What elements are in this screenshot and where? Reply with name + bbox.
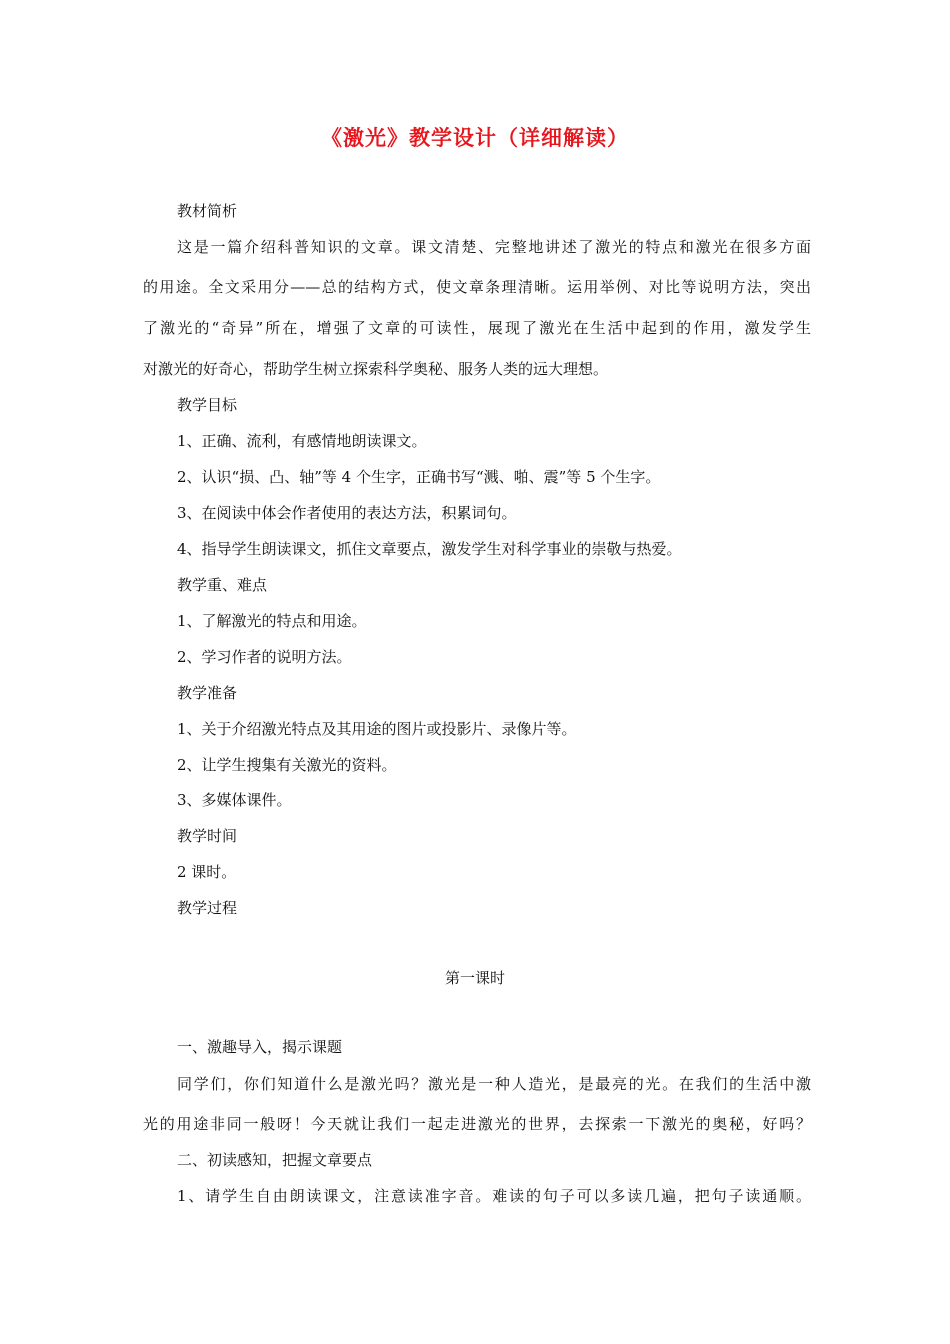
heading-process: 教学过程 bbox=[177, 899, 238, 917]
list-item: 1、正确、流利，有感情地朗读课文。 bbox=[177, 432, 427, 450]
heading-step-2: 二、初读感知，把握文章要点 bbox=[177, 1151, 373, 1169]
heading-step-1: 一、激趣导入，揭示课题 bbox=[177, 1038, 343, 1056]
list-item: 1、关于介绍激光特点及其用途的图片或投影片、录像片等。 bbox=[177, 720, 577, 738]
paragraph-line: 光的用途非同一般呀！今天就让我们一起走进激光的世界，去探索一下激光的奥秘，好吗？ bbox=[143, 1115, 811, 1133]
paragraph-line: 同学们，你们知道什么是激光吗？激光是一种人造光，是最亮的光。在我们的生活中激 bbox=[177, 1075, 811, 1093]
paragraph-line: 这是一篇介绍科普知识的文章。课文清楚、完整地讲述了激光的特点和激光在很多方面 bbox=[177, 238, 811, 256]
list-item: 2、认识“损、凸、轴”等 4 个生字，正确书写“溅、啪、震”等 5 个生字。 bbox=[177, 468, 661, 486]
paragraph-line: 了激光的“奇异”所在，增强了文章的可读性，展现了激光在生活中起到的作用，激发学生 bbox=[143, 319, 811, 337]
lesson-title: 第一课时 bbox=[444, 969, 505, 987]
heading-goals: 教学目标 bbox=[177, 396, 238, 414]
list-item: 4、指导学生朗读课文，抓住文章要点，激发学生对科学事业的崇敬与热爱。 bbox=[177, 540, 682, 558]
heading-key-points: 教学重、难点 bbox=[177, 576, 268, 594]
list-item: 2、让学生搜集有关激光的资料。 bbox=[177, 756, 397, 774]
heading-time: 教学时间 bbox=[177, 827, 238, 845]
heading-preparation: 教学准备 bbox=[177, 684, 238, 702]
heading-material: 教材简析 bbox=[177, 202, 238, 220]
document-title: 《激光》教学设计（详细解读） bbox=[321, 125, 629, 150]
paragraph-line: 1、请学生自由朗读课文，注意读准字音。难读的句子可以多读几遍，把句子读通顺。 bbox=[177, 1187, 811, 1205]
list-item: 1、了解激光的特点和用途。 bbox=[177, 612, 367, 630]
paragraph-line: 的用途。全文采用分——总的结构方式，使文章条理清晰。运用举例、对比等说明方法，突出 bbox=[143, 278, 811, 296]
list-item: 2、学习作者的说明方法。 bbox=[177, 648, 352, 666]
paragraph-line: 对激光的好奇心，帮助学生树立探索科学奥秘、服务人类的远大理想。 bbox=[143, 360, 609, 378]
time-value: 2 课时。 bbox=[177, 863, 237, 881]
list-item: 3、在阅读中体会作者使用的表达方法，积累词句。 bbox=[177, 504, 517, 522]
list-item: 3、多媒体课件。 bbox=[177, 791, 292, 809]
